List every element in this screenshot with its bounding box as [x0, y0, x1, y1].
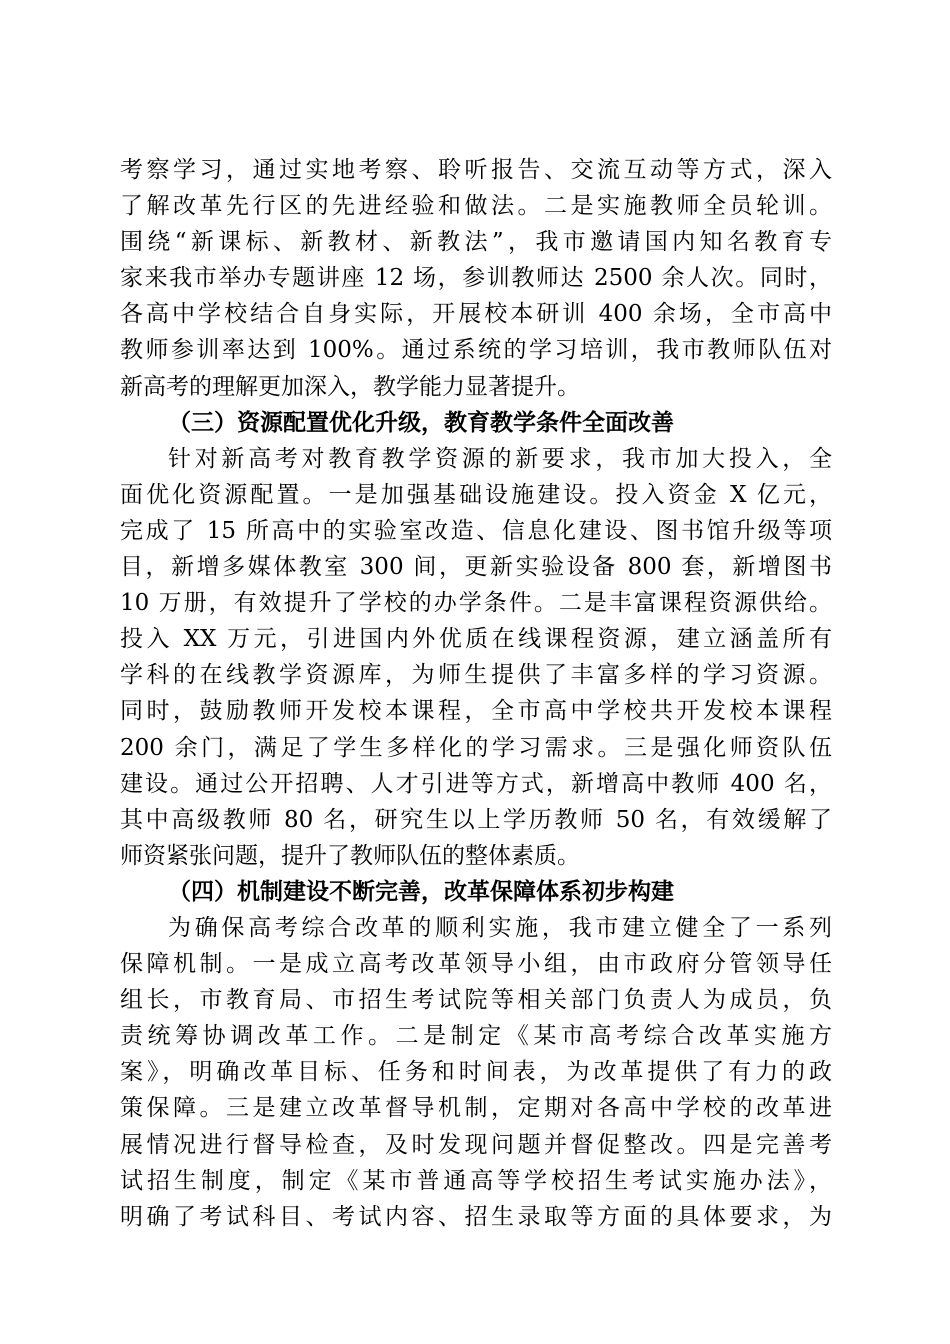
text-line-13: 10 万册，有效提升了学校的办学条件。二是丰富课程资源供给。	[120, 590, 832, 617]
text-line-2: 了解改革先行区的先进经验和做法。二是实施教师全员轮训。	[120, 193, 832, 220]
text-line-17: 200 余门，满足了学生多样化的学习需求。三是强化师资队伍	[120, 734, 832, 761]
text-line-11: 完成了 15 所高中的实验室改造、信息化建设、图书馆升级等项	[120, 517, 832, 544]
text-line-12: 目，新增多媒体教室 300 间，更新实验设备 800 套，新增图书	[120, 554, 832, 581]
text-line-26: 案》，明确改革目标、任务和时间表，为改革提供了有力的政	[120, 1059, 832, 1086]
text-line-30: 明确了考试科目、考试内容、招生录取等方面的具体要求，为	[120, 1203, 832, 1230]
text-line-18: 建设。通过公开招聘、人才引进等方式，新增高中教师 400 名，	[120, 770, 832, 797]
text-line-27: 策保障。三是建立改革督导机制，定期对各高中学校的改革进	[120, 1095, 832, 1122]
text-line-1: 考察学习，通过实地考察、聆听报告、交流互动等方式，深入	[120, 157, 832, 183]
text-line-23: 保障机制。一是成立高考改革领导小组，由市政府分管领导任	[120, 951, 832, 978]
text-line-6: 教师参训率达到 100%。通过系统的学习培训，我市教师队伍对	[120, 337, 832, 364]
text-line-29: 试招生制度，制定《某市普通高等学校招生考试实施办法》，	[120, 1167, 832, 1194]
text-line-5: 各高中学校结合自身实际，开展校本研训 400 余场，全市高中	[120, 301, 832, 328]
text-line-4: 家来我市举办专题讲座 12 场，参训教师达 2500 余人次。同时，	[120, 265, 832, 292]
section-heading-4: （四）机制建设不断完善，改革保障体系初步构建	[168, 877, 674, 905]
text-line-3: 围绕“新课标、新教材、新教法”，我市邀请国内知名教育专	[120, 229, 832, 256]
text-line-22: 为确保高考综合改革的顺利实施，我市建立健全了一系列	[168, 914, 832, 941]
text-line-9: 针对新高考对教育教学资源的新要求，我市加大投入，全	[168, 445, 832, 472]
section-heading-3: （三）资源配置优化升级，教育教学条件全面改善	[168, 408, 674, 436]
text-line-24: 组长，市教育局、市招生考试院等相关部门负责人为成员，负	[120, 987, 832, 1014]
document-body	[120, 152, 832, 1235]
text-line-15: 学科的在线教学资源库，为师生提供了丰富多样的学习资源。	[120, 662, 832, 689]
text-line-28: 展情况进行督导检查，及时发现问题并督促整改。四是完善考	[120, 1131, 832, 1158]
text-line-14: 投入 XX 万元，引进国内外优质在线课程资源，建立涵盖所有	[120, 626, 832, 653]
text-line-20: 师资紧张问题，提升了教师队伍的整体素质。	[120, 842, 580, 869]
text-line-10: 面优化资源配置。一是加强基础设施建设。投入资金 X 亿元，	[120, 481, 832, 508]
text-line-25: 责统筹协调改革工作。二是制定《某市高考综合改革实施方	[120, 1023, 832, 1050]
text-line-7: 新高考的理解更加深入，教学能力显著提升。	[120, 373, 580, 400]
text-line-16: 同时，鼓励教师开发校本课程，全市高中学校共开发校本课程	[120, 698, 832, 725]
text-line-19: 其中高级教师 80 名，研究生以上学历教师 50 名，有效缓解了	[120, 806, 832, 833]
